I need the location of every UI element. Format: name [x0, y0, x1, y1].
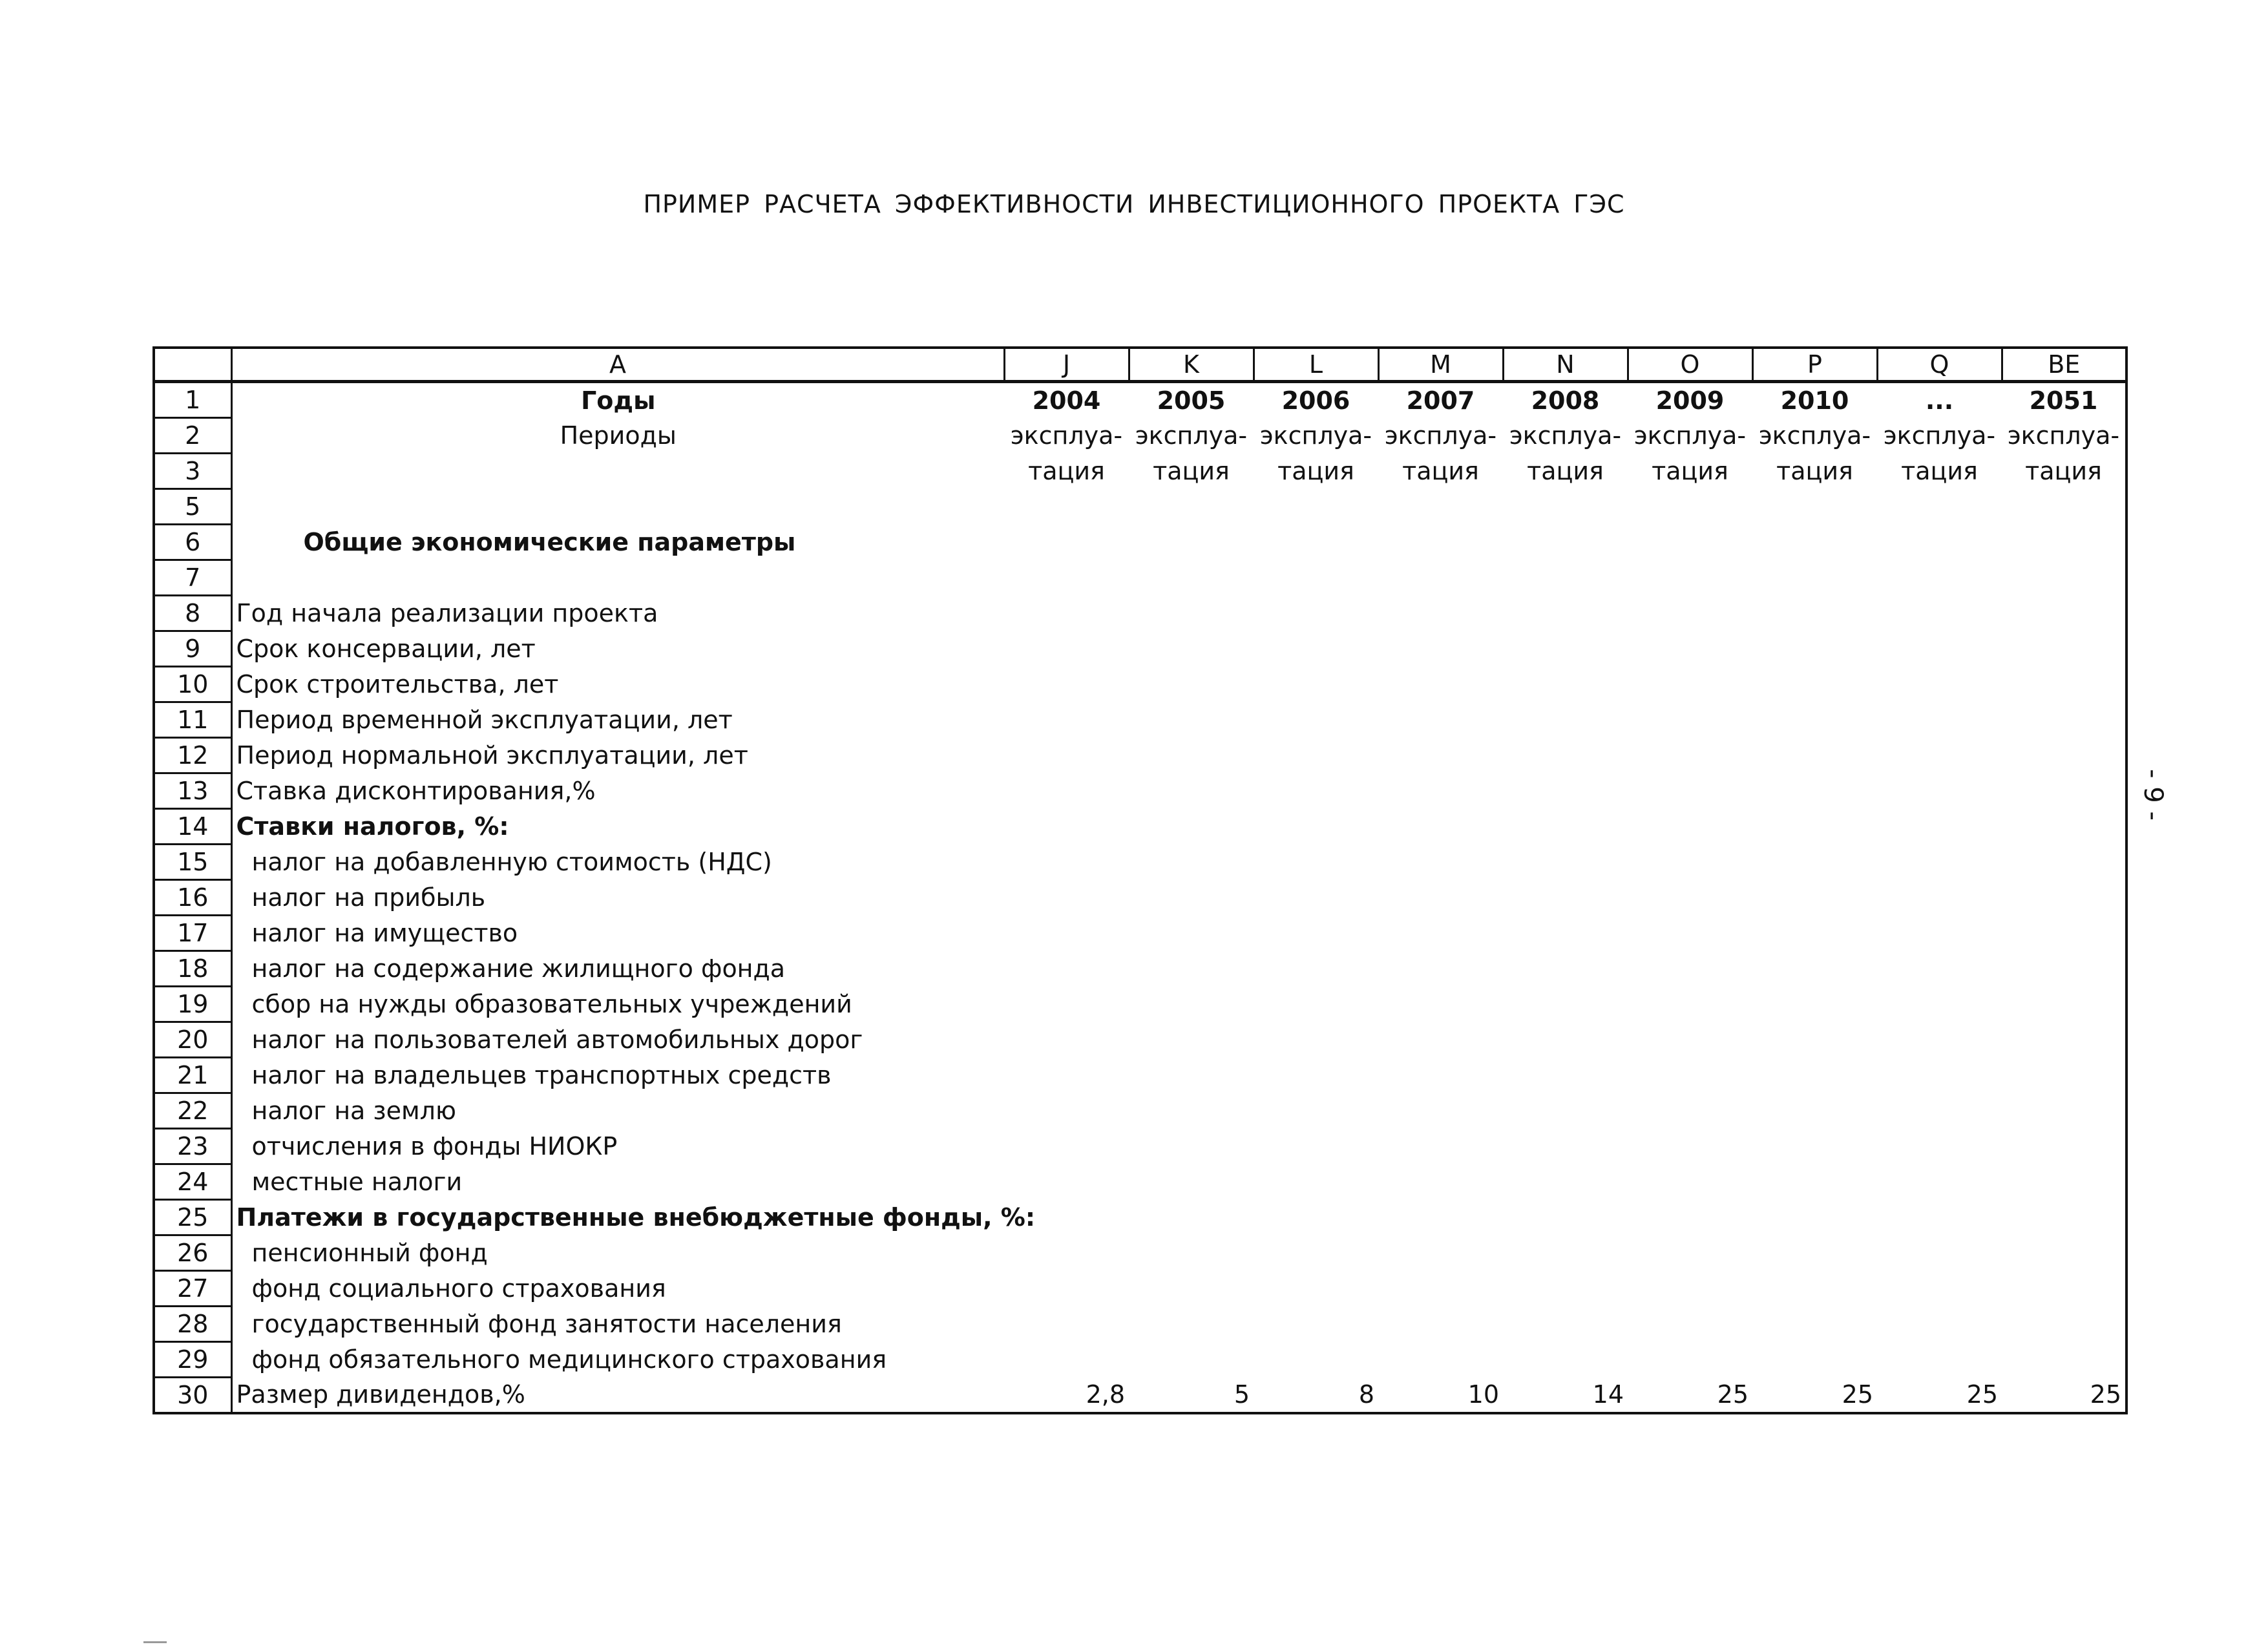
empty-cell	[231, 489, 2002, 525]
table-row	[154, 1307, 2126, 1342]
row-number[interactable]: 6	[154, 525, 231, 560]
table-row	[154, 1342, 2126, 1378]
dividend-value: 5	[1234, 1380, 1250, 1409]
table-row	[154, 560, 2126, 596]
year-cell: 2051	[2029, 386, 2098, 415]
row-number[interactable]: 5	[154, 489, 231, 525]
row-number[interactable]: 7	[154, 560, 231, 596]
table-row	[154, 773, 2126, 809]
row-number[interactable]: 10	[154, 667, 231, 702]
periods-label: Периоды	[560, 421, 677, 450]
year-cell: 2008	[1531, 386, 1600, 415]
table-row	[154, 738, 2126, 773]
row-number[interactable]: 27	[154, 1271, 231, 1307]
row-number[interactable]: 22	[154, 1093, 231, 1129]
column-header-p[interactable]: P	[1752, 348, 1877, 382]
row-number[interactable]: 13	[154, 773, 231, 809]
page-number-text: - 9 -	[2138, 769, 2168, 821]
table-row	[154, 880, 2126, 916]
corner-cell[interactable]	[154, 348, 231, 382]
column-header-n[interactable]: N	[1503, 348, 1628, 382]
table-row	[154, 525, 2126, 560]
row-number[interactable]: 14	[154, 809, 231, 845]
period-cell: тация	[1402, 457, 1479, 485]
table-row	[154, 1164, 2126, 1200]
row-label: государственный фонд занятости населения	[251, 1310, 842, 1338]
period-cell: тация	[1277, 457, 1354, 485]
table-row	[154, 916, 2126, 951]
empty-cell	[2002, 560, 2126, 596]
empty-cell	[2002, 1307, 2126, 1342]
row-number[interactable]: 3	[154, 454, 231, 489]
row-number[interactable]: 15	[154, 845, 231, 880]
row-number[interactable]: 23	[154, 1129, 231, 1164]
table-row	[154, 1378, 2126, 1414]
section-title: Общие экономические параметры	[303, 528, 796, 556]
row-label: фонд обязательного медицинского страхования	[251, 1345, 887, 1374]
dividend-value: 10	[1467, 1380, 1499, 1409]
period-cell: тация	[1901, 457, 1978, 485]
column-header-m[interactable]: M	[1378, 348, 1503, 382]
table-row	[154, 1022, 2126, 1058]
period-cell: эксплуа-	[1384, 421, 1497, 450]
row-number[interactable]: 28	[154, 1307, 231, 1342]
row-number[interactable]: 8	[154, 596, 231, 631]
period-cell: эксплуа-	[1758, 421, 1871, 450]
row-number[interactable]: 11	[154, 702, 231, 738]
table-row	[154, 454, 2126, 489]
empty-cell	[2002, 845, 2126, 880]
dividend-value: 2,8	[1086, 1380, 1125, 1409]
dividend-value: 8	[1358, 1380, 1374, 1409]
row-number[interactable]: 16	[154, 880, 231, 916]
row-number[interactable]: 26	[154, 1235, 231, 1271]
table-row	[154, 987, 2126, 1022]
column-header-k[interactable]: K	[1129, 348, 1254, 382]
row-number[interactable]: 18	[154, 951, 231, 987]
column-header-be[interactable]: BE	[2002, 348, 2126, 382]
row-number[interactable]: 21	[154, 1058, 231, 1093]
row-label: фонд социального страхования	[251, 1274, 666, 1303]
empty-cell	[2002, 1058, 2126, 1093]
row-label: налог на пользователей автомобильных дорог	[251, 1025, 863, 1054]
row-label: Срок строительства, лет	[236, 670, 559, 698]
empty-cell	[2002, 1342, 2126, 1378]
row-label: налог на добавленную стоимость (НДС)	[251, 848, 772, 876]
empty-cell	[2002, 489, 2126, 525]
column-header-j[interactable]: J	[1004, 348, 1129, 382]
period-cell: эксплуа-	[1135, 421, 1248, 450]
row-label: налог на прибыль	[251, 883, 486, 912]
row-label: налог на землю	[251, 1097, 456, 1125]
row-number[interactable]: 9	[154, 631, 231, 667]
period-cell: тация	[1153, 457, 1230, 485]
empty-cell	[2002, 1129, 2126, 1164]
table-row	[154, 631, 2126, 667]
period-cell: тация	[2025, 457, 2102, 485]
row-number[interactable]: 24	[154, 1164, 231, 1200]
row-number[interactable]: 30	[154, 1378, 231, 1414]
dividend-value: 25	[1966, 1380, 1998, 1409]
column-header-o[interactable]: O	[1628, 348, 1752, 382]
row-label: Ставка дисконтирования,%	[236, 777, 596, 805]
row-label: Ставки налогов, %:	[236, 812, 509, 841]
dividend-value: 14	[1592, 1380, 1624, 1409]
row-number[interactable]: 2	[154, 418, 231, 454]
row-number[interactable]: 12	[154, 738, 231, 773]
year-cell: 2006	[1281, 386, 1350, 415]
period-cell: тация	[1028, 457, 1105, 485]
table-row	[154, 596, 2126, 631]
row-number[interactable]: 19	[154, 987, 231, 1022]
row-label: Период временной эксплуатации, лет	[236, 706, 733, 734]
row-label: Период нормальной эксплуатации, лет	[236, 741, 748, 770]
row-label: Срок консервации, лет	[236, 635, 536, 663]
column-header-l[interactable]: L	[1254, 348, 1378, 382]
scan-mark	[143, 1641, 167, 1643]
empty-cell	[231, 454, 1004, 489]
year-cell: 2007	[1406, 386, 1475, 415]
table-row	[154, 1093, 2126, 1129]
year-cell: 2010	[1780, 386, 1849, 415]
period-cell: тация	[1776, 457, 1853, 485]
row-label: отчисления в фонды НИОКР	[251, 1132, 618, 1161]
column-header-row	[154, 348, 2126, 382]
empty-cell	[2002, 596, 2126, 631]
row-number[interactable]: 17	[154, 916, 231, 951]
page-number	[2132, 737, 2184, 853]
table-row	[154, 1200, 2126, 1235]
years-label: Годы	[581, 386, 656, 415]
empty-cell	[2002, 667, 2126, 702]
empty-cell	[2002, 1235, 2126, 1271]
table-row	[154, 382, 2126, 418]
period-cell: эксплуа-	[1509, 421, 1622, 450]
empty-cell	[2002, 809, 2126, 845]
empty-cell	[2002, 738, 2126, 773]
row-label: налог на имущество	[251, 919, 518, 947]
empty-cell	[2002, 525, 2126, 560]
spreadsheet-table	[152, 346, 2128, 1414]
empty-cell	[2002, 702, 2126, 738]
empty-cell	[2002, 1022, 2126, 1058]
period-cell: эксплуа-	[1010, 421, 1123, 450]
dividend-value: 25	[2090, 1380, 2121, 1409]
empty-cell	[2002, 951, 2126, 987]
row-label: Размер дивидендов,%	[236, 1380, 525, 1409]
table-row	[154, 951, 2126, 987]
empty-cell	[2002, 987, 2126, 1022]
period-cell: эксплуа-	[1259, 421, 1372, 450]
period-cell: тация	[1652, 457, 1728, 485]
year-cell: 2009	[1655, 386, 1725, 415]
row-number[interactable]: 29	[154, 1342, 231, 1378]
column-header-a[interactable]: A	[231, 348, 1004, 382]
row-label: пенсионный фонд	[251, 1239, 488, 1267]
empty-cell	[2002, 1093, 2126, 1129]
period-cell: эксплуа-	[2007, 421, 2120, 450]
dividend-value: 25	[1717, 1380, 1748, 1409]
empty-cell	[2002, 631, 2126, 667]
empty-cell	[2002, 916, 2126, 951]
row-number[interactable]: 1	[154, 382, 231, 418]
empty-cell	[231, 560, 2002, 596]
empty-cell	[2002, 1271, 2126, 1307]
document-title: ПРИМЕР РАСЧЕТА ЭФФЕКТИВНОСТИ ИНВЕСТИЦИОННОГО ПРОЕКТА ГЭС	[643, 190, 1625, 218]
table-row	[154, 845, 2126, 880]
table-row	[154, 1058, 2126, 1093]
period-cell: эксплуа-	[1883, 421, 1996, 450]
empty-cell	[2002, 773, 2126, 809]
period-cell: тация	[1527, 457, 1604, 485]
row-number[interactable]: 20	[154, 1022, 231, 1058]
table-row	[154, 418, 2126, 454]
dividend-value: 25	[1842, 1380, 1873, 1409]
row-label: налог на владельцев транспортных средств	[251, 1061, 832, 1089]
row-label: налог на содержание жилищного фонда	[251, 954, 786, 983]
table-row	[154, 1129, 2126, 1164]
year-cell: ...	[1925, 386, 1954, 415]
table-row	[154, 667, 2126, 702]
table-row	[154, 702, 2126, 738]
table-row	[154, 809, 2126, 845]
empty-cell	[2002, 880, 2126, 916]
row-label: сбор на нужды образовательных учреждений	[251, 990, 852, 1018]
row-label: Платежи в государственные внебюджетные фонды, %:	[236, 1203, 1036, 1232]
row-label: местные налоги	[251, 1168, 463, 1196]
year-cell: 2005	[1157, 386, 1226, 415]
row-number[interactable]: 25	[154, 1200, 231, 1235]
period-cell: эксплуа-	[1633, 421, 1747, 450]
table-row	[154, 1271, 2126, 1307]
year-cell: 2004	[1032, 386, 1101, 415]
table-row	[154, 489, 2126, 525]
empty-cell	[2002, 1200, 2126, 1235]
column-header-q[interactable]: Q	[1877, 348, 2002, 382]
table-row	[154, 1235, 2126, 1271]
empty-cell	[2002, 1164, 2126, 1200]
row-label: Год начала реализации проекта	[236, 599, 658, 627]
